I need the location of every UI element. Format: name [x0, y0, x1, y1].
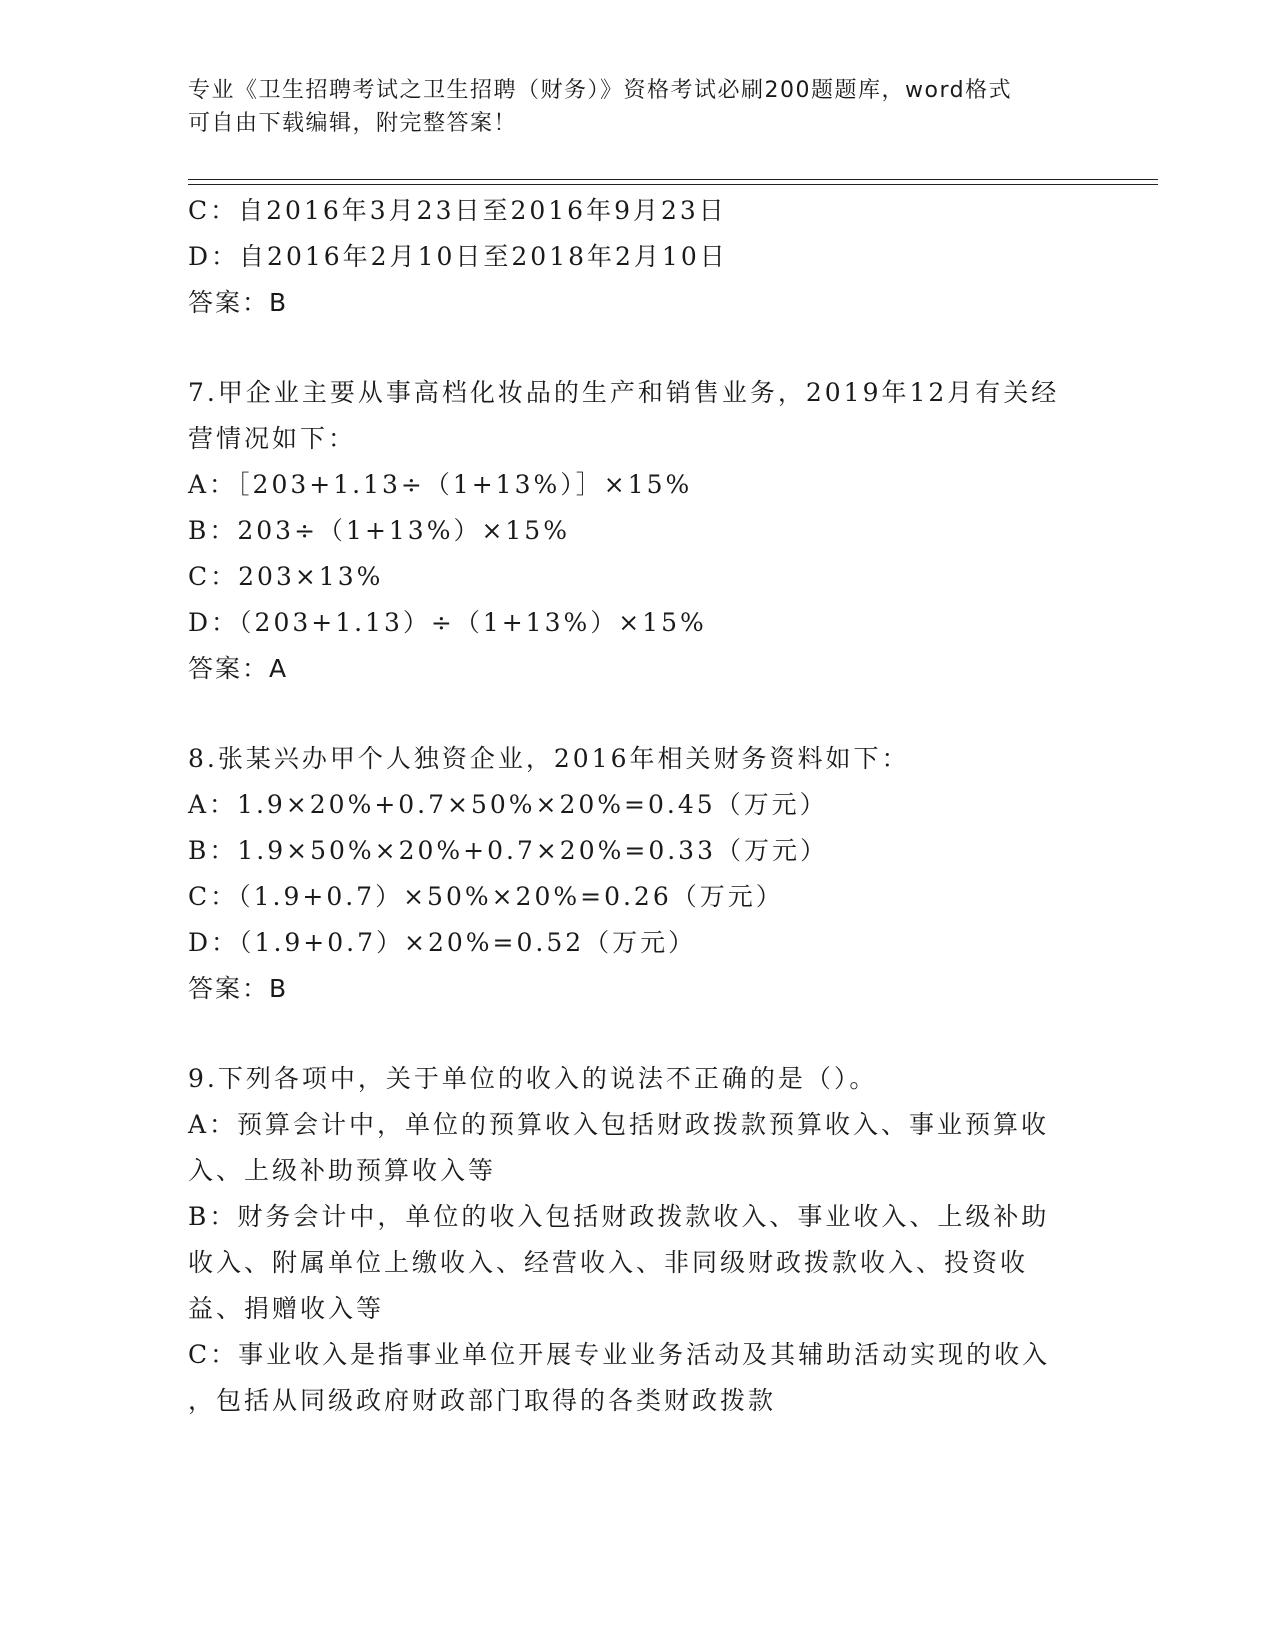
spacer [188, 326, 1088, 370]
spacer [188, 692, 1088, 736]
spacer [188, 1012, 1088, 1056]
header-line-2: 可自由下载编辑，附完整答案！ [188, 111, 518, 136]
question-8 [188, 736, 1088, 1012]
q8-stem: 8.张某兴办甲个人独资企业，2016年相关财务资料如下： [188, 744, 910, 773]
q8-option-d: D：（1.9+0.7）×20%=0.52（万元） [188, 928, 697, 957]
q9-option-c-line-1: C：事业收入是指事业单位开展专业业务活动及其辅助活动实现的收入 [188, 1340, 1051, 1369]
q9-stem: 9.下列各项中，关于单位的收入的说法不正确的是（）。 [188, 1064, 878, 1093]
q9-option-b-line-2: 收入、附属单位上缴收入、经营收入、非同级财政拨款收入、投资收 [188, 1248, 1029, 1277]
q7-answer: 答案：A [188, 654, 289, 683]
question-7 [188, 370, 1088, 692]
header-line-1: 专业《卫生招聘考试之卫生招聘（财务）》资格考试必刷200题题库，word格式 [188, 78, 1013, 103]
document-header [188, 74, 1088, 140]
document-body [188, 188, 1088, 1424]
q9-option-b-line-1: B：财务会计中，单位的收入包括财政拨款收入、事业收入、上级补助 [188, 1202, 1050, 1231]
question-9 [188, 1056, 1088, 1424]
q6-option-c: C：自2016年3月23日至2016年9月23日 [188, 196, 727, 225]
q9-option-b-line-3: 益、捐赠收入等 [188, 1294, 385, 1323]
q9-option-c-line-2: ，包括从同级政府财政部门取得的各类财政拨款 [188, 1386, 777, 1415]
header-divider-bottom [188, 184, 1158, 185]
q6-option-d: D：自2016年2月10日至2018年2月10日 [188, 242, 728, 271]
q9-option-a-line-2: 入、上级补助预算收入等 [188, 1156, 497, 1185]
q7-option-b: B：203÷（1+13%）×15% [188, 516, 570, 545]
q8-answer: 答案：B [188, 974, 289, 1003]
q8-option-b: B：1.9×50%×20%+0.7×20%=0.33（万元） [188, 836, 828, 865]
q9-option-a-line-1: A：预算会计中，单位的预算收入包括财政拨款预算收入、事业预算收 [188, 1110, 1050, 1139]
header-divider-top [188, 179, 1158, 180]
q7-option-d: D：（203+1.13）÷（1+13%）×15% [188, 608, 707, 637]
q8-option-c: C：（1.9+0.7）×50%×20%=0.26（万元） [188, 882, 784, 911]
q7-option-a: A：［203+1.13÷（1+13%）］×15% [188, 470, 693, 499]
q6-answer: 答案：B [188, 288, 289, 317]
question-6 [188, 188, 1088, 326]
q8-option-a: A：1.9×20%+0.7×50%×20%=0.45（万元） [188, 790, 828, 819]
q7-stem-line-2: 营情况如下： [188, 424, 357, 453]
q7-option-c: C：203×13% [188, 562, 384, 591]
q7-stem-line-1: 7.甲企业主要从事高档化妆品的生产和销售业务，2019年12月有关经 [188, 378, 1060, 407]
